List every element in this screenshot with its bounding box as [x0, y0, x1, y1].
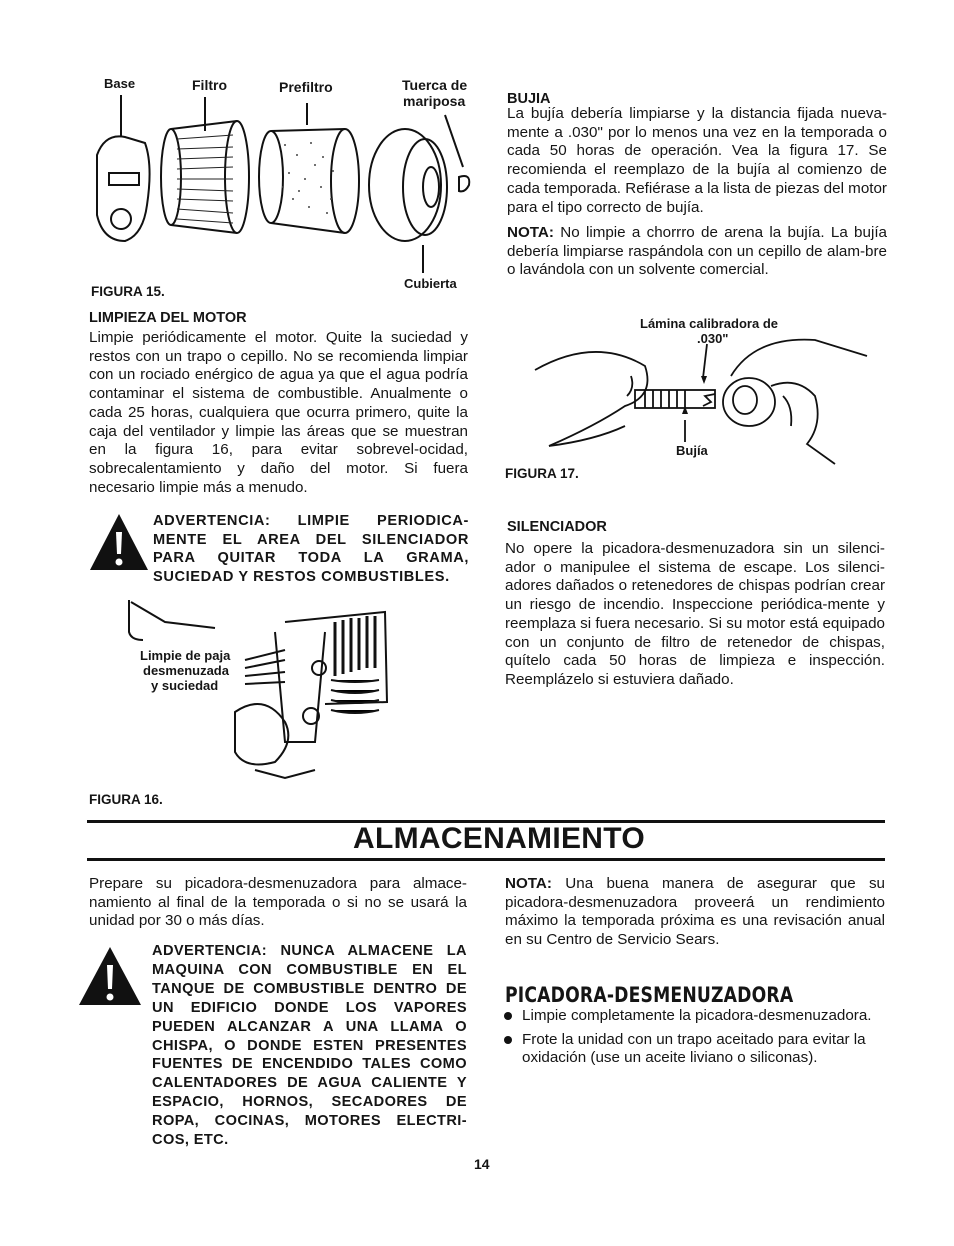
- silenciador-heading: SILENCIADOR: [507, 519, 607, 535]
- warning-triangle-icon: [77, 945, 143, 1007]
- fig15-label-prefiltro: Prefiltro: [279, 79, 333, 95]
- bujia-body: La bujía debería limpiarse y la distancia fijada nueva-mente a .030" por lo menos una vez en la temporada o cada 50 horas de operación. Vea la figura 17. Se recomienda el reemplazo de la bujía al comienzo de cada temporada. Refiérase a la lista de piezas del motor para el tipo correcto de bujía.: [507, 105, 887, 216]
- picadora-heading: PICADORA-DESMENUZADORA: [505, 983, 794, 1007]
- almacenamiento-title: ALMACENAMIENTO: [353, 822, 645, 855]
- limpieza-body: Limpie periódicamente el motor. Quite la suciedad y restos con un trapo o cepillo. No se recomienda limpiar con un rociado enérgico de agua ya que el agua podría contaminar el sistema de combustible. Anualmente o cada 25 horas, cualquiera que ocurra primero, quite la caja del ventilador y limpie las áreas que se muestran en la figura 16, para evitar sobrevel-ocidad, sobrecalentamiento y daño del motor. Si fuera necesario limpie más a menudo.: [89, 329, 468, 496]
- air-filter-illustration: [85, 95, 485, 285]
- picadora-list: [501, 1007, 886, 1073]
- list-item: [501, 1031, 886, 1068]
- bujia-nota-text: No limpie a chorrro de arena la bujía. La bujía debería limpiarse raspándola con un cepillo de alam-bre o lavándola con un solvente comercial.: [507, 224, 887, 279]
- almacenamiento-intro: Prepare su picadora-desmenuzadora para almace-namiento al final de la temporada o si no se usará la unidad por 30 o más días.: [89, 875, 467, 930]
- page-number: 14: [474, 1156, 490, 1172]
- fig16-label-2: desmenuzada: [143, 663, 229, 678]
- almacenamiento-nota: [505, 875, 885, 950]
- bujia-nota-label: NOTA:: [507, 224, 554, 241]
- fig17-label-1: Lámina calibradora de: [640, 316, 778, 331]
- fig15-label-filtro: Filtro: [192, 77, 227, 93]
- silenciador-body: No opere la picadora-desmenuzadora sin un silenci-ador o manipulee el sistema de escape. Los silenci-adores dañados o retenedores de chispas podrían crear un riesgo de incendio. Inspeccione periódica-mente y reemplaza si fuera necesario. Si su motor está equipado con un conjunto de filtro de retenedor de chispas, quítelo cada 50 horas de limpieza e inspección. Reemplázelo si estuviera dañado.: [505, 540, 885, 688]
- almacenamiento-nota-label: NOTA:: [505, 875, 552, 892]
- list-item-text: Frote la unidad con un trapo aceitado para evitar la oxidación (use un aceite liviano o siliconas).: [522, 1030, 866, 1067]
- fig15-label-base: Base: [104, 76, 136, 91]
- fig15-caption: FIGURA 15.: [91, 284, 165, 299]
- bujia-heading: BUJIA: [507, 91, 551, 107]
- fig17-label-bujia: Bujía: [676, 443, 708, 458]
- warning-muffler-text: ADVERTENCIA: LIMPIE PERIODICA-MENTE EL AREA DEL SILENCIADOR PARA QUITAR TODA LA GRAMA, SUCIEDAD Y RESTOS COMBUSTIBLES.: [153, 513, 469, 585]
- fig16-label-1: Limpie de paja: [140, 648, 231, 663]
- warning-triangle-icon: [88, 512, 150, 572]
- fig15-label-tuerca-2: mariposa: [403, 93, 466, 109]
- limpieza-heading: LIMPIEZA DEL MOTOR: [89, 310, 247, 326]
- warning-storage-text: ADVERTENCIA: NUNCA ALMACENE LA MAQUINA CON COMBUSTIBLE EN EL TANQUE DE COMBUSTIBLE DENTRO DE UN EDIFICIO DONDE LOS VAPORES PUEDEN ALCANZAR A UNA LLAMA O CHISPA, O DONDE ESTEN PRESENTES FUENTES DE ENCENDIDO TALES COMO CALENTADORES DE AGUA CALIENTE Y ESPACIO, HORNOS, SECADORES DE ROPA, COCINAS, MOTORES ELECTRI-COS, ETC.: [152, 943, 467, 1149]
- almacenamiento-nota-text: Una buena manera de asegurar que su picadora-desmenuzadora proveerá un rendimiento máximo la temporada próxima es una revisación anual en su Centro de Servicio Sears.: [505, 875, 885, 949]
- fig16-label-3: y suciedad: [151, 678, 219, 693]
- fig15-label-cubierta: Cubierta: [404, 276, 457, 291]
- fig15-label-tuerca-1: Tuerca de: [402, 77, 468, 93]
- bullet-icon: [504, 1012, 512, 1020]
- fig16-caption: FIGURA 16.: [89, 792, 163, 807]
- fig17-label-2: .030": [697, 331, 729, 346]
- fig17-caption: FIGURA 17.: [505, 466, 579, 481]
- list-item-text: Limpie completamente la picadora-desmenuzadora.: [522, 1007, 872, 1024]
- section-rule-bottom: [87, 858, 885, 861]
- list-item: [501, 1007, 886, 1026]
- bullet-icon: [504, 1036, 512, 1044]
- bujia-nota: [507, 224, 887, 280]
